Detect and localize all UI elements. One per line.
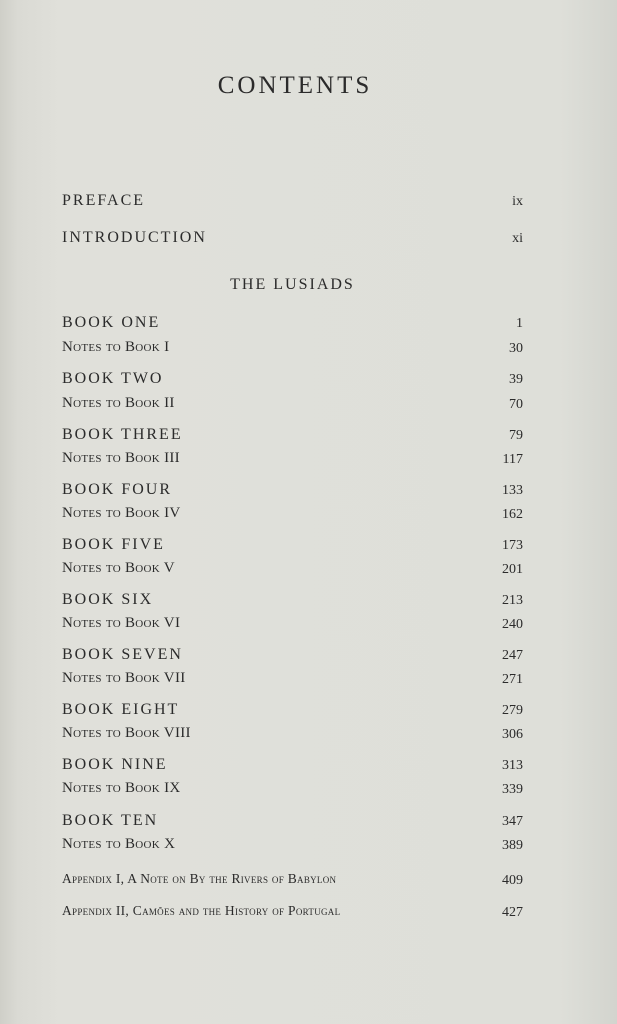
toc-entry-label: Notes to Book III (62, 450, 180, 466)
toc-entry-book (62, 536, 523, 558)
toc-entry-book (62, 646, 523, 668)
toc-page-number: 306 (502, 727, 523, 742)
section-heading: THE LUSIADS (230, 276, 355, 293)
toc-page-number: 39 (509, 372, 523, 387)
toc-entry-label: Notes to Book I (62, 339, 170, 355)
toc-page-number: 240 (502, 617, 523, 632)
toc-entry-notes (62, 339, 523, 361)
toc-entry-label: Notes to Book VII (62, 670, 186, 686)
toc-entry-book (62, 426, 523, 448)
toc-page-number: 271 (502, 672, 523, 687)
toc-entry-label: Notes to Book VIII (62, 725, 191, 741)
toc-entry-label: INTRODUCTION (62, 229, 207, 246)
page-title: CONTENTS (217, 72, 373, 99)
toc-page-number: 30 (509, 341, 523, 356)
toc-entry-label: BOOK TWO (62, 370, 164, 387)
toc-page-number: 162 (502, 507, 523, 522)
toc-entry-label: Notes to Book IX (62, 780, 181, 796)
toc-page-number: xi (512, 231, 523, 246)
toc-page-number: 427 (502, 905, 523, 920)
toc-page-number: 79 (509, 428, 523, 443)
toc-entry-notes (62, 615, 523, 637)
toc-entry-book (62, 812, 523, 834)
toc-entry-label: BOOK TEN (62, 812, 159, 829)
toc-entry-notes (62, 395, 523, 417)
toc-page-number: 201 (502, 562, 523, 577)
toc-page-number: 339 (502, 782, 523, 797)
toc-entry-notes (62, 670, 523, 692)
toc-page-number: 1 (516, 316, 523, 331)
toc-entry-label: Notes to Book V (62, 560, 175, 576)
toc-entry-book (62, 370, 523, 392)
toc-entry-label: Notes to Book II (62, 395, 175, 411)
toc-entry-notes (62, 450, 523, 472)
toc-entry-label: BOOK ONE (62, 314, 161, 331)
toc-page-number: 279 (502, 703, 523, 718)
toc-entry-label: Notes to Book VI (62, 615, 181, 631)
toc-entry-notes (62, 505, 523, 527)
toc-entry-label: BOOK SIX (62, 591, 154, 608)
toc-page-number: 347 (502, 814, 523, 829)
toc-page-number: 247 (502, 648, 523, 663)
toc-page-number: 173 (502, 538, 523, 553)
toc-page-number: 133 (502, 483, 523, 498)
toc-entry-appendix (62, 871, 523, 893)
toc-entry-label: Appendix II, Camões and the History of Portugal (62, 903, 341, 918)
toc-page-number: 117 (502, 452, 523, 467)
toc-entry-introduction (62, 229, 523, 251)
toc-page-number: 213 (502, 593, 523, 608)
toc-entry-appendix (62, 903, 523, 925)
toc-entry-label: BOOK THREE (62, 426, 183, 443)
toc-entry-book (62, 701, 523, 723)
toc-entry-preface (62, 192, 523, 214)
toc-entry-notes (62, 725, 523, 747)
toc-entry-label: BOOK SEVEN (62, 646, 183, 663)
toc-entry-notes (62, 836, 523, 858)
toc-entry-label: PREFACE (62, 192, 146, 209)
toc-entry-book (62, 314, 523, 336)
toc-entry-book (62, 481, 523, 503)
toc-entry-notes (62, 560, 523, 582)
toc-entry-label: Notes to Book IV (62, 505, 181, 521)
toc-page-number: ix (512, 194, 523, 209)
toc-page-number: 313 (502, 758, 523, 773)
toc-entry-book (62, 756, 523, 778)
toc-entry-label: Appendix I, A Note on By the Rivers of Babylon (62, 871, 337, 886)
toc-entry-label: BOOK FOUR (62, 481, 173, 498)
toc-entry-book (62, 591, 523, 613)
toc-entry-label: BOOK EIGHT (62, 701, 180, 718)
toc-entry-label: BOOK FIVE (62, 536, 165, 553)
toc-page-number: 389 (502, 838, 523, 853)
toc-page-number: 409 (502, 873, 523, 888)
toc-entry-label: BOOK NINE (62, 756, 168, 773)
toc-entry-notes (62, 780, 523, 802)
toc-page-number: 70 (509, 397, 523, 412)
toc-entry-label: Notes to Book X (62, 836, 176, 852)
